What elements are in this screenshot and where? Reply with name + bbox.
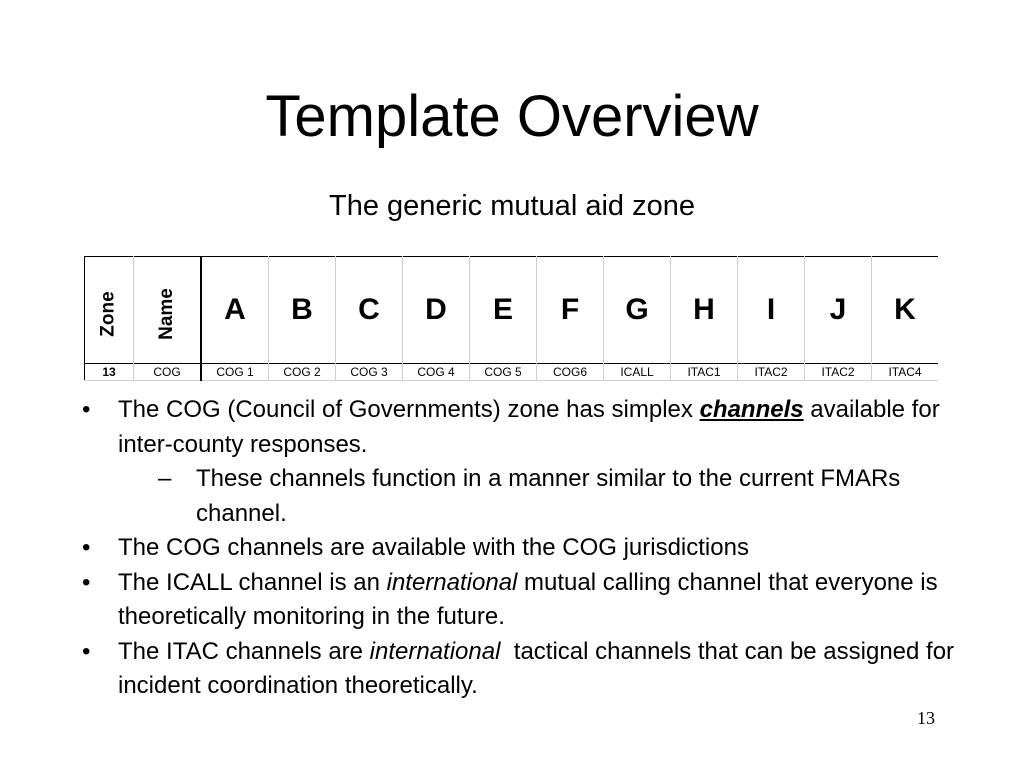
bullet-emphasis: international xyxy=(369,637,501,665)
name-header-cell xyxy=(134,257,202,364)
channel-letter: C xyxy=(336,257,403,364)
channel-value: COG 4 xyxy=(403,364,470,381)
bullet-text: tactical channels that can be assigned for incident coordination theoretically. xyxy=(118,637,961,699)
bullet-mark: • xyxy=(82,637,91,665)
bullet-emphasis: international xyxy=(386,568,518,596)
channel-value: COG 1 xyxy=(201,364,269,381)
channel-letter: G xyxy=(604,257,671,364)
channel-letter: B xyxy=(269,257,336,364)
bullet-item xyxy=(82,635,962,704)
bullet-text: The ITAC channels are xyxy=(118,637,370,665)
bullet-text: available for inter-county responses. xyxy=(118,396,940,458)
channel-letter: F xyxy=(537,257,604,364)
channel-letter: I xyxy=(738,257,805,364)
bullet-item xyxy=(82,531,962,566)
channel-value: ITAC2 xyxy=(805,364,872,381)
channel-value: ITAC2 xyxy=(738,364,805,381)
channel-letter: E xyxy=(470,257,537,364)
channel-value: COG6 xyxy=(537,364,604,381)
bullet-item xyxy=(82,393,962,462)
channel-letter: J xyxy=(805,257,872,364)
channel-letter: K xyxy=(872,257,939,364)
zone-header: Zone xyxy=(97,291,119,337)
channel-value: COG 3 xyxy=(336,364,403,381)
zone-value: 13 xyxy=(85,364,134,381)
channel-value: COG 2 xyxy=(269,364,336,381)
bullet-text: mutual calling channel that everyone is theoretically monitoring in the future. xyxy=(118,568,938,630)
channel-value: ITAC1 xyxy=(671,364,738,381)
table-header-row xyxy=(85,257,939,364)
channel-value: ITAC4 xyxy=(872,364,939,381)
channel-letter: D xyxy=(403,257,470,364)
bullet-mark: • xyxy=(82,396,91,423)
zone-header-cell xyxy=(85,257,134,364)
bullet-text: The COG (Council of Governments) zone has simplex xyxy=(118,396,700,423)
sub-bullet-item xyxy=(82,462,962,531)
dash-mark: – xyxy=(158,465,172,492)
page-number: 13 xyxy=(917,708,935,728)
bullet-emphasis: channels xyxy=(699,396,804,423)
slide-title: Template Overview xyxy=(265,84,759,149)
bullet-text: The COG channels are available with the COG jurisdictions xyxy=(118,534,749,561)
channel-template-table xyxy=(84,256,938,381)
channel-value: COG 5 xyxy=(470,364,537,381)
bullet-mark: • xyxy=(82,568,91,596)
name-header: Name xyxy=(156,288,177,340)
table-value-row xyxy=(85,364,939,381)
slide-subtitle: The generic mutual aid zone xyxy=(329,190,695,222)
bullet-list xyxy=(82,393,962,704)
name-value: COG xyxy=(134,364,202,381)
channel-value: ICALL xyxy=(604,364,671,381)
bullet-item xyxy=(82,566,962,635)
sub-bullet-text: These channels function in a manner similar to the current FMARs channel. xyxy=(196,465,901,527)
bullet-mark: • xyxy=(82,534,91,561)
channel-letter: A xyxy=(201,257,269,364)
bullet-text: The ICALL channel is an xyxy=(118,568,387,596)
channel-letter: H xyxy=(671,257,738,364)
